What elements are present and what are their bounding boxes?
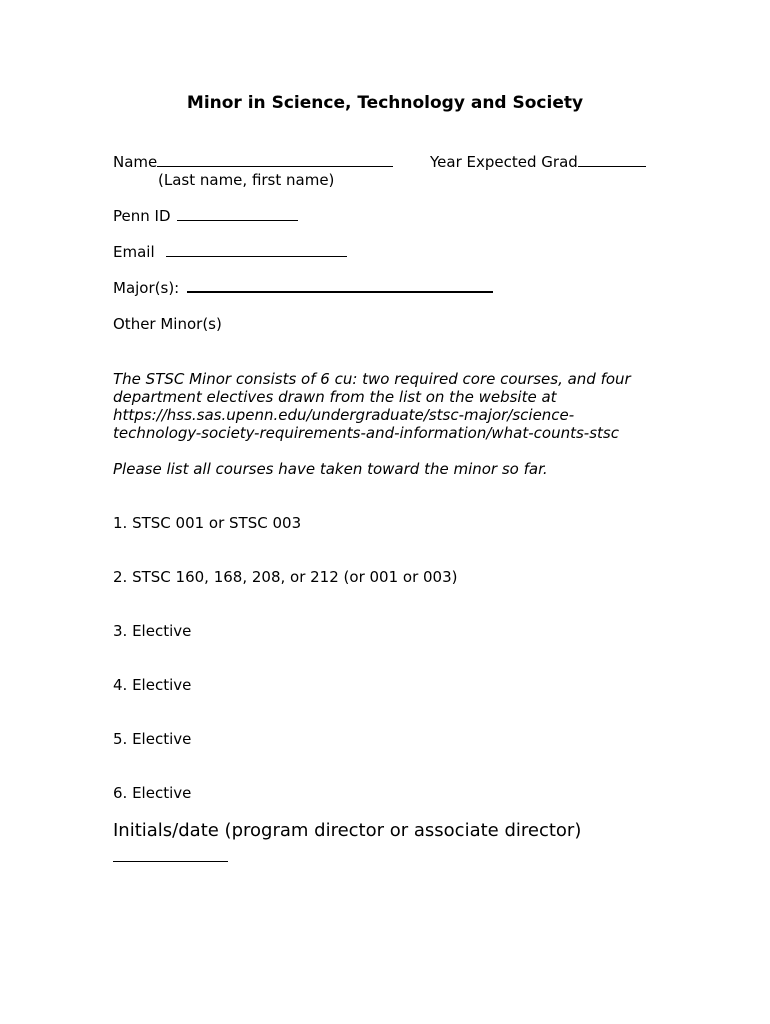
course-item: 1. STSC 001 or STSC 003 [113,514,302,532]
instructions-line-2: department electives drawn from the list on the website at [113,388,557,406]
course-item: 6. Elective [113,784,192,802]
instructions-line-4: technology-society-requirements-and-information/what-counts-stsc [113,424,619,442]
major-label: Major(s): [113,279,180,297]
instructions-line-3: https://hss.sas.upenn.edu/undergraduate/stsc-major/science- [113,406,575,424]
instructions-prompt: Please list all courses have taken toward the minor so far. [113,460,548,478]
year-expected-grad-label: Year Expected Grad [430,153,578,171]
email-field[interactable] [166,255,347,257]
initials-date-field[interactable] [113,861,228,862]
other-minor-label: Other Minor(s) [113,315,222,333]
course-item: 5. Elective [113,730,192,748]
instructions-line-1: The STSC Minor consists of 6 cu: two required core courses, and four [113,370,631,388]
name-row [113,153,393,171]
initials-date-label: Initials/date (program director or associate director) [113,820,582,841]
name-label: Name [113,153,158,171]
pennid-field[interactable] [177,219,298,221]
name-hint: (Last name, first name) [158,171,335,189]
email-label: Email [113,243,155,261]
course-item: 4. Elective [113,676,192,694]
year-expected-grad-field[interactable] [578,165,646,167]
name-field[interactable] [157,165,393,167]
course-item: 3. Elective [113,622,192,640]
page-title: Minor in Science, Technology and Society [186,93,584,113]
year-row [430,153,646,171]
course-item: 2. STSC 160, 168, 208, or 212 (or 001 or 003) [113,568,458,586]
pennid-row [113,207,298,225]
major-field[interactable] [187,290,493,293]
pennid-label: Penn ID [113,207,171,225]
email-row [113,243,347,261]
major-row [113,279,493,297]
